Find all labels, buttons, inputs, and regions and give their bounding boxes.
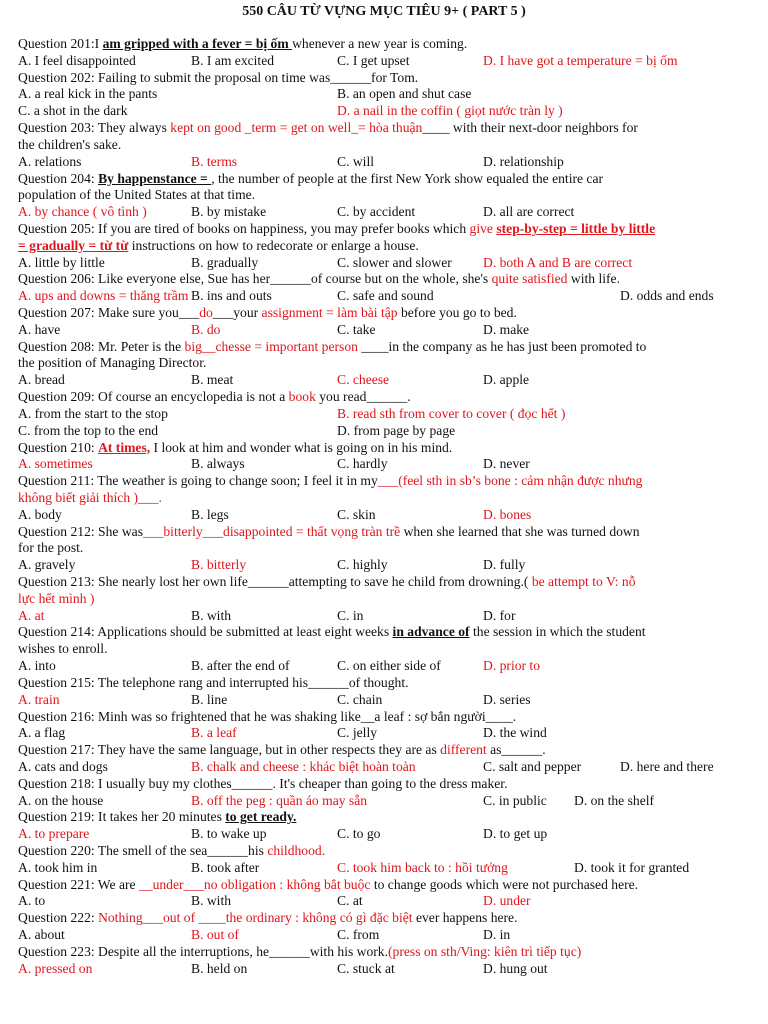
question-text-segment: ____ with their next-door neighbors for: [422, 120, 638, 136]
answer-option[interactable]: D. make: [483, 321, 530, 337]
answer-option[interactable]: B. out of: [191, 927, 239, 943]
answer-option[interactable]: A. into: [18, 658, 56, 674]
question-text-segment: Question 220: The smell of the sea______his: [18, 843, 268, 858]
question-text-segment: do: [199, 305, 213, 320]
question-block: [18, 574, 753, 624]
answer-option[interactable]: A. body: [18, 506, 62, 522]
answer-option[interactable]: A. a flag: [18, 725, 66, 741]
answer-option[interactable]: D. prior to: [483, 658, 541, 674]
answer-option[interactable]: C. on either side of: [337, 658, 441, 674]
question-block: [18, 36, 753, 70]
question-text-segment: Question 203: They always: [18, 120, 171, 136]
answer-options-row: [18, 961, 753, 978]
question-text-segment: Nothing___out of ____the ordinary : không có gì đặc biệt: [98, 910, 413, 926]
answer-option[interactable]: C. from: [337, 927, 380, 943]
answer-option[interactable]: B. ins and outs: [191, 288, 272, 304]
answer-option[interactable]: B. with: [191, 607, 232, 623]
answer-option[interactable]: B. to wake up: [191, 826, 267, 842]
answer-option[interactable]: A. to prepare: [18, 826, 90, 842]
question-text-segment: Question 204:: [18, 170, 99, 186]
answer-option[interactable]: D. for: [483, 607, 516, 623]
answer-option[interactable]: C. slower and slower: [337, 254, 452, 270]
question-stem-line: [18, 540, 753, 557]
question-text-segment: , the number of people at the first New York show equaled the entire car: [211, 170, 604, 186]
answer-option[interactable]: A. took him in: [18, 859, 98, 875]
question-text-segment: Question 214: Applications should be submitted at least eight weeks: [18, 624, 393, 640]
question-text-segment: Question 215: The telephone rang and interrupted his______of thought.: [18, 674, 409, 690]
question-text-segment: Question 211: The weather is going to change soon; I feel it in my: [18, 473, 378, 489]
answer-option[interactable]: D. in: [483, 927, 511, 943]
question-text-segment: Question 201:I: [18, 36, 103, 51]
answer-options-row: [18, 557, 753, 574]
answer-option[interactable]: A. to: [18, 893, 46, 909]
question-text-segment: ___your: [212, 305, 262, 320]
answer-option[interactable]: D. I have got a temperature = bị ốm: [483, 52, 678, 68]
question-block: [18, 742, 753, 776]
answer-option[interactable]: C. take: [337, 321, 376, 337]
question-text-segment: assignment = làm bài tập: [261, 305, 398, 320]
question-stem-line: [18, 187, 753, 204]
question-block: [18, 171, 753, 221]
answer-options-row: [18, 322, 753, 339]
question-text-segment: to get ready.: [225, 809, 297, 825]
answer-option[interactable]: C. cheese: [337, 372, 390, 388]
answer-option[interactable]: D. odds and ends: [620, 288, 714, 304]
answer-options-row: [18, 456, 753, 473]
question-block: [18, 339, 753, 389]
question-text-segment: for the post.: [18, 540, 84, 556]
answer-option[interactable]: B. legs: [191, 506, 229, 522]
question-text-segment: (press on sth/Ving: kiên trì tiếp tục): [388, 943, 582, 959]
question-text-segment: you read______.: [315, 389, 411, 405]
answer-option[interactable]: A. about: [18, 927, 65, 943]
answer-options-row: [18, 372, 753, 389]
question-text-segment: Question 221: We are: [18, 876, 139, 892]
answer-option[interactable]: D. the wind: [483, 725, 547, 741]
question-stem-line: [18, 137, 753, 154]
question-text-segment: before you go to bed.: [397, 305, 517, 320]
question-text-segment: Question 209: Of course an encyclopedia is not a: [18, 389, 289, 405]
question-text-segment: Question 205: If you are tired of books on happiness, you may prefer books which: [18, 220, 470, 236]
question-stem-line: [18, 574, 753, 591]
question-text-segment: as______.: [486, 742, 546, 758]
question-block: [18, 624, 753, 674]
answer-option[interactable]: A. pressed on: [18, 960, 93, 976]
answer-option[interactable]: D. never: [483, 456, 530, 472]
answer-option[interactable]: D. fully: [483, 557, 526, 573]
answer-option[interactable]: C. by accident: [337, 204, 416, 220]
question-text-segment: with life.: [567, 271, 620, 287]
answer-option[interactable]: D. series: [483, 691, 531, 707]
question-stem-line: [18, 742, 753, 759]
question-stem-line: [18, 877, 753, 894]
question-text-segment: childhood.: [267, 843, 326, 858]
question-text-segment: step-by-step = little by little: [496, 220, 656, 236]
question-stem-line: [18, 271, 753, 288]
question-stem-line: [18, 624, 753, 641]
question-text-segment: By happenstance =: [98, 170, 212, 186]
question-block: [18, 809, 753, 843]
answer-option[interactable]: C. a shot in the dark: [18, 103, 128, 119]
answer-option[interactable]: C. I get upset: [337, 52, 410, 68]
question-stem-line: [18, 944, 753, 961]
question-text-segment: to change goods which were not purchased here.: [370, 876, 639, 892]
question-text-segment: At times,: [98, 439, 151, 455]
question-block: [18, 877, 753, 911]
question-text-segment: ____in the company as he has just been promoted to: [357, 338, 647, 354]
question-text-segment: different: [440, 742, 487, 758]
answer-options-row: [18, 204, 753, 221]
question-list: [18, 36, 753, 978]
answer-option[interactable]: C. took him back to : hồi tưởng: [337, 859, 508, 875]
question-text-segment: Question 218: I usually buy my clothes______. It's cheaper than going to the dress maker.: [18, 775, 508, 791]
answer-option[interactable]: D. hung out: [483, 960, 548, 976]
question-block: [18, 910, 753, 944]
answer-option[interactable]: C. stuck at: [337, 960, 395, 976]
answer-option[interactable]: D. bones: [483, 506, 532, 522]
answer-options-row: [18, 793, 753, 810]
answer-option[interactable]: C. from the top to the end: [18, 422, 159, 438]
answer-option[interactable]: B. read sth from cover to cover ( đọc hết ): [337, 405, 566, 421]
answer-option[interactable]: B. held on: [191, 960, 248, 976]
question-stem-line: [18, 776, 753, 793]
answer-options-row: [18, 423, 753, 440]
answer-option[interactable]: A. a real kick in the pants: [18, 86, 158, 102]
answer-option[interactable]: A. little by little: [18, 254, 105, 270]
question-stem-line: [18, 910, 753, 927]
answer-option[interactable]: B. do: [191, 321, 221, 337]
answer-option[interactable]: D. a nail in the coffin ( giọt nước tràn ly ): [337, 103, 563, 119]
question-text-segment: book: [288, 389, 316, 405]
question-text-segment: instructions on how to redecorate or enlarge a house.: [128, 237, 419, 253]
question-text-segment: = gradually = từ từ: [18, 237, 129, 253]
question-stem-line: [18, 221, 753, 238]
question-stem-line: [18, 591, 753, 608]
question-stem-line: [18, 675, 753, 692]
answer-option[interactable]: B. took after: [191, 859, 260, 875]
answer-option[interactable]: D. on the shelf: [574, 792, 655, 808]
answer-option[interactable]: C. highly: [337, 557, 388, 573]
answer-option[interactable]: A. bread: [18, 372, 65, 388]
answer-option[interactable]: D. from page by page: [337, 422, 456, 438]
answer-option[interactable]: B. meat: [191, 372, 234, 388]
question-stem-line: [18, 440, 753, 457]
question-text-segment: Question 222:: [18, 910, 99, 926]
answer-options-row: [18, 406, 753, 423]
question-stem-line: [18, 171, 753, 188]
question-stem-line: [18, 473, 753, 490]
answer-option[interactable]: B. terms: [191, 153, 238, 169]
question-text-segment: Question 210:: [18, 439, 99, 455]
question-block: [18, 70, 753, 120]
page-title: 550 CÂU TỪ VỰNG MỤC TIÊU 9+ ( PART 5 ): [242, 4, 526, 19]
answer-options-row: [18, 893, 753, 910]
answer-option[interactable]: C. salt and pepper: [483, 758, 582, 774]
answer-option[interactable]: B. gradually: [191, 254, 259, 270]
question-stem-line: [18, 709, 753, 726]
answer-option[interactable]: D. took it for granted: [574, 859, 690, 875]
question-text-segment: ___bitterly___disappointed = thất vọng tràn trề: [142, 523, 401, 539]
question-text-segment: kept on good _term = get on well_= hòa thuận: [170, 120, 423, 136]
question-text-segment: Question 202: Failing to submit the proposal on time was______for Tom.: [18, 69, 419, 85]
answer-option[interactable]: C. hardly: [337, 456, 388, 472]
answer-options-row: [18, 826, 753, 843]
question-text-segment: the children's sake.: [18, 136, 122, 152]
answer-option[interactable]: D. relationship: [483, 153, 564, 169]
question-text-segment: ever happens here.: [412, 910, 518, 926]
question-text-segment: lực hết mình ): [18, 590, 95, 606]
answer-options-row: [18, 53, 753, 70]
answer-option[interactable]: B. a leaf: [191, 725, 237, 741]
question-text-segment: am gripped with a fever = bị ốm: [102, 36, 293, 51]
question-stem-line: [18, 490, 753, 507]
question-stem-line: [18, 524, 753, 541]
question-text-segment: the position of Managing Director.: [18, 355, 207, 371]
answer-option[interactable]: C. will: [337, 153, 375, 169]
answer-option[interactable]: A. at: [18, 607, 45, 623]
answer-option[interactable]: B. always: [191, 456, 245, 472]
question-block: [18, 389, 753, 439]
answer-option[interactable]: C. in public: [483, 792, 547, 808]
question-text-segment: give: [469, 220, 497, 236]
question-text-segment: big__chesse = important person: [184, 338, 358, 354]
question-stem-line: [18, 305, 753, 322]
answer-option[interactable]: C. jelly: [337, 725, 378, 741]
answer-options-row: [18, 860, 753, 877]
answer-options-row: [18, 692, 753, 709]
answer-options-row: [18, 288, 753, 305]
question-stem-line: [18, 641, 753, 658]
question-block: [18, 440, 753, 474]
answer-option[interactable]: A. have: [18, 321, 61, 337]
question-stem-line: [18, 238, 753, 255]
question-block: [18, 120, 753, 170]
answer-option[interactable]: B. with: [191, 893, 232, 909]
answer-option[interactable]: A. cats and dogs: [18, 758, 108, 774]
question-text-segment: population of the United States at that time.: [18, 187, 256, 203]
question-text-segment: Question 219: It takes her 20 minutes: [18, 809, 226, 825]
answer-options-row: [18, 86, 753, 103]
answer-options-row: [18, 759, 753, 776]
answer-option[interactable]: D. apple: [483, 372, 530, 388]
question-text-segment: in advance of: [392, 624, 470, 640]
question-block: [18, 305, 753, 339]
question-text-segment: be attempt to V: nỗ: [531, 574, 636, 589]
question-stem-line: [18, 120, 753, 137]
answer-option[interactable]: B. I am excited: [191, 52, 275, 68]
answer-option[interactable]: C. skin: [337, 506, 376, 522]
question-text-segment: __under___no obligation : không bắt buộc: [138, 876, 371, 892]
answer-options-row: [18, 927, 753, 944]
question-block: [18, 473, 753, 523]
question-text-segment: Question 223: Despite all the interruptions, he______with his work.: [18, 943, 389, 959]
answer-option[interactable]: B. bitterly: [191, 557, 247, 573]
question-stem-line: [18, 70, 753, 87]
answer-option[interactable]: C. safe and sound: [337, 288, 434, 304]
answer-option[interactable]: A. from the start to the stop: [18, 405, 168, 421]
answer-option[interactable]: D. all are correct: [483, 204, 575, 220]
answer-option[interactable]: B. line: [191, 691, 228, 707]
answer-option[interactable]: A. gravely: [18, 557, 76, 573]
question-text-segment: ___(feel sth in sb’s bone : cảm nhận được nhưng: [377, 473, 643, 489]
question-text-segment: Question 213: She nearly lost her own life______attempting to save he child from drowning.(: [18, 574, 532, 589]
question-block: [18, 524, 753, 574]
question-block: [18, 221, 753, 271]
answer-option[interactable]: A. I feel disappointed: [18, 52, 136, 68]
question-text-segment: Question 206: Like everyone else, Sue has her______of course but on the whole, she's: [18, 271, 492, 287]
answer-option[interactable]: D. both A and B are correct: [483, 254, 633, 270]
question-block: [18, 776, 753, 810]
answer-option[interactable]: B. off the peg : quần áo may sẵn: [191, 792, 368, 808]
question-text-segment: quite satisfied: [491, 271, 568, 287]
answer-option[interactable]: A. train: [18, 691, 60, 707]
answer-options-row: [18, 255, 753, 272]
question-text-segment: wishes to enroll.: [18, 641, 108, 657]
question-text-segment: Question 216: Minh was so frightened that he was shaking like__a leaf : sợ bắn người____.: [18, 708, 517, 724]
question-stem-line: [18, 809, 753, 826]
answer-option[interactable]: B. by mistake: [191, 204, 267, 220]
question-stem-line: [18, 355, 753, 372]
answer-option[interactable]: B. an open and shut case: [337, 86, 472, 102]
answer-options-row: [18, 507, 753, 524]
question-block: [18, 271, 753, 305]
question-block: [18, 843, 753, 877]
answer-option[interactable]: D. here and there: [620, 758, 714, 774]
question-stem-line: [18, 389, 753, 406]
question-stem-line: [18, 843, 753, 860]
answer-option[interactable]: A. relations: [18, 153, 82, 169]
answer-option[interactable]: A. sometimes: [18, 456, 93, 472]
question-text-segment: Question 212: She was: [18, 523, 143, 539]
answer-option[interactable]: C. at: [337, 893, 363, 909]
answer-options-row: [18, 725, 753, 742]
question-text-segment: whenever a new year is coming.: [292, 36, 468, 51]
answer-option[interactable]: C. chain: [337, 691, 383, 707]
answer-options-row: [18, 154, 753, 171]
question-text-segment: I look at him and wonder what is going on in his mind.: [150, 439, 453, 455]
answer-options-row: [18, 658, 753, 675]
question-text-segment: Question 208: Mr. Peter is the: [18, 338, 185, 354]
answer-option[interactable]: C. in: [337, 607, 364, 623]
question-stem-line: [18, 339, 753, 356]
answer-option[interactable]: A. ups and downs = thăng trầm: [18, 288, 189, 304]
question-text-segment: Question 217: They have the same language, but in other respects they are as: [18, 742, 441, 758]
question-text-segment: the session in which the student: [469, 624, 646, 640]
question-text-segment: when she learned that she was turned down: [400, 523, 640, 539]
answer-options-row: [18, 103, 753, 120]
answer-option[interactable]: D. under: [483, 893, 531, 909]
question-text-segment: không biết giải thích )___.: [18, 489, 162, 505]
question-text-segment: Question 207: Make sure you___: [18, 305, 200, 320]
answer-options-row: [18, 608, 753, 625]
answer-option[interactable]: D. to get up: [483, 826, 548, 842]
question-block: [18, 675, 753, 709]
question-block: [18, 709, 753, 743]
answer-option[interactable]: B. after the end of: [191, 658, 290, 674]
answer-option[interactable]: B. chalk and cheese : khác biệt hoàn toàn: [191, 758, 416, 774]
question-block: [18, 944, 753, 978]
question-stem-line: [18, 36, 753, 53]
answer-option[interactable]: A. by chance ( vô tình ): [18, 204, 147, 220]
answer-option[interactable]: C. to go: [337, 826, 381, 842]
answer-option[interactable]: A. on the house: [18, 792, 104, 808]
